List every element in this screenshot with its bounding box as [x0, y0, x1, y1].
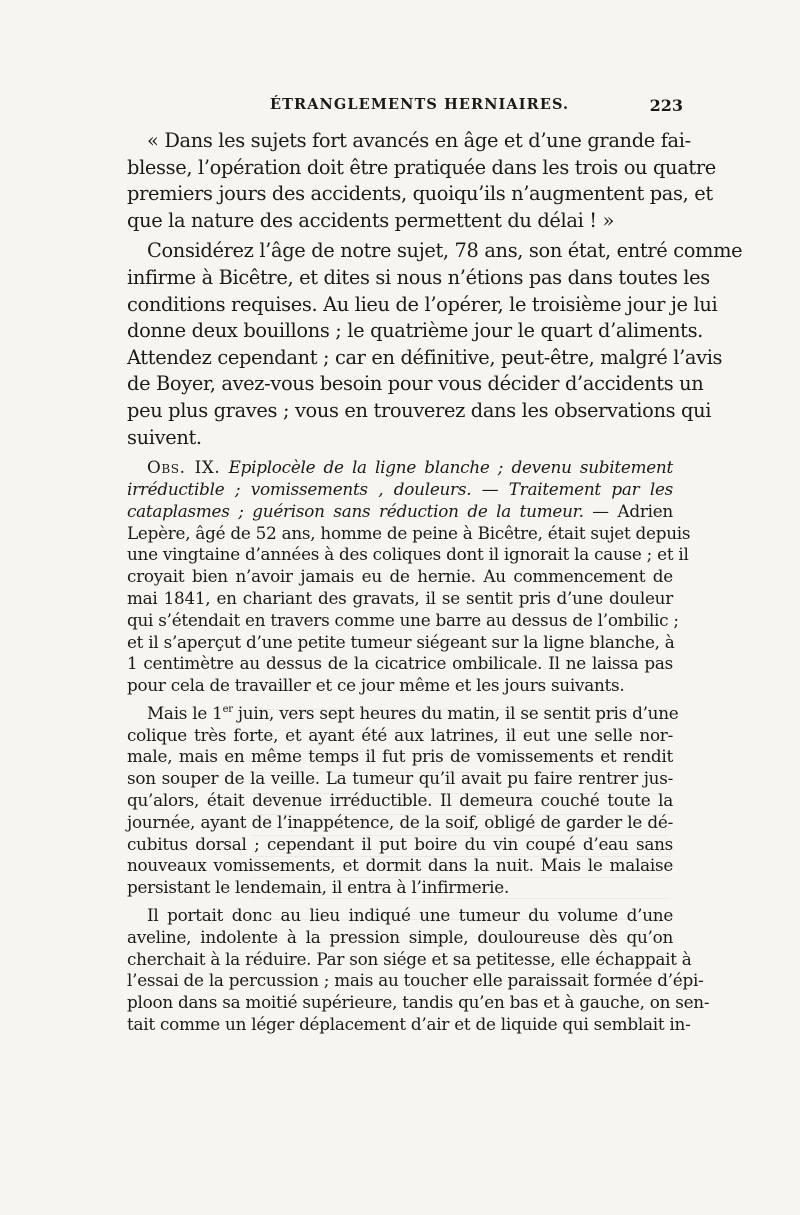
text-line: l’essai de la percussion ; mais au toucher elle paraissait formée d’épi- [127, 970, 704, 991]
text-line: qui s’étendait en travers comme une barre au dessus de l’ombilic ; [127, 609, 679, 630]
text-line: journée, ayant de l’inappétence, de la soif, obligé de garder le dé- [127, 811, 673, 832]
portait-paragraph [127, 905, 710, 1036]
text-line: colique très forte, et ayant été aux latrines, il eut une selle nor- [127, 724, 673, 745]
text-line: infirme à Bicêtre, et dites si nous n’étions pas dans toutes les [127, 265, 710, 289]
text-line: qu’alors, était devenue irréductible. Il demeura couché toute la [127, 790, 673, 811]
text-line: donne deux bouillons ; le quatrième jour le quart d’aliments. [127, 319, 703, 343]
text-line: pour cela de travailler et ce jour même et les jours suivants. [127, 675, 625, 696]
page-number: 223 [649, 96, 683, 115]
text-line: et il s’aperçut d’une petite tumeur siégeant sur la ligne blanche, à [127, 631, 675, 652]
text-line: son souper de la veille. La tumeur qu’il avait pu faire rentrer jus- [127, 768, 673, 789]
observation-paragraph [127, 457, 691, 697]
text-line: male, mais en même temps il fut pris de vomissements et rendit [127, 746, 673, 767]
considerez-paragraph [127, 238, 743, 451]
text-line: suivent. [127, 425, 202, 449]
text-line: Attendez cependant ; car en définitive, peut-être, malgré l’avis [127, 345, 723, 369]
text-line: conditions requises. Au lieu de l’opérer, le troisième jour je lui [127, 292, 718, 316]
text-line: de Boyer, avez-vous besoin pour vous décider d’accidents un [127, 372, 704, 396]
text-line: cherchait à la réduire. Par son siége et sa petitesse, elle échappait à [127, 948, 692, 969]
text-line: Il portait donc au lieu indiqué une tumeur du volume d’une [147, 905, 673, 926]
text-line: cubitus dorsal ; cependant il put boire du vin coupé d’eau sans [127, 833, 673, 854]
text-line: peu plus graves ; vous en trouverez dans les observations qui [127, 398, 712, 422]
observation-label: Obs. IX. [147, 457, 221, 478]
text-line: 1 centimètre au dessus de la cicatrice ombilicale. Il ne laissa pas [127, 653, 673, 674]
text-line: croyait bien n’avoir jamais eu de hernie. Au commencement de [127, 566, 673, 587]
running-title: ÉTRANGLEMENTS HERNIAIRES. [270, 96, 570, 113]
body-text [127, 128, 743, 1036]
observation-title-line [127, 457, 673, 479]
text-line: Mais le 1er juin, vers sept heures du matin, il se sentit pris d’une [147, 702, 679, 723]
juin-paragraph [127, 702, 679, 899]
text-line: nouveaux vomissements, et dormit dans la nuit. Mais le malaise [127, 855, 673, 876]
quote-paragraph [127, 128, 716, 234]
observation-title-line: cataplasmes ; guérison sans réduction de la tumeur. — Adrien [127, 500, 673, 521]
text-line: tait comme un léger déplacement d’air et de liquide qui semblait in- [127, 1014, 691, 1035]
text-line: blesse, l’opération doit être pratiquée dans les trois ou quatre [127, 155, 716, 179]
observation-title-line: irréductible ; vomissements , douleurs. — Traitement par les [127, 478, 673, 499]
text-line: Considérez l’âge de notre sujet, 78 ans, son état, entré comme [147, 239, 743, 263]
text-line: que la nature des accidents permettent du délai ! » [127, 208, 615, 232]
text-line: ploon dans sa moitié supérieure, tandis qu’en bas et à gauche, on sen- [127, 992, 710, 1013]
text-line: aveline, indolente à la pression simple, douloureuse dès qu’on [127, 926, 673, 947]
text-line: persistant le lendemain, il entra à l’infirmerie. [127, 877, 510, 898]
text-line: une vingtaine d’années à des coliques dont il ignorait la cause ; et il [127, 544, 689, 565]
text-line: « Dans les sujets fort avancés en âge et d’une grande fai- [147, 129, 691, 152]
text-line: Lepère, âgé de 52 ans, homme de peine à Bicêtre, était sujet depuis [127, 522, 691, 543]
observation-title: Epiplocèle de la ligne blanche ; devenu subitement [228, 457, 673, 478]
page-header [127, 96, 683, 120]
text-line: mai 1841, en chariant des gravats, il se sentit pris d’une douleur [127, 587, 673, 608]
text-line: premiers jours des accidents, quoiqu’ils n’augmentent pas, et [127, 182, 713, 206]
